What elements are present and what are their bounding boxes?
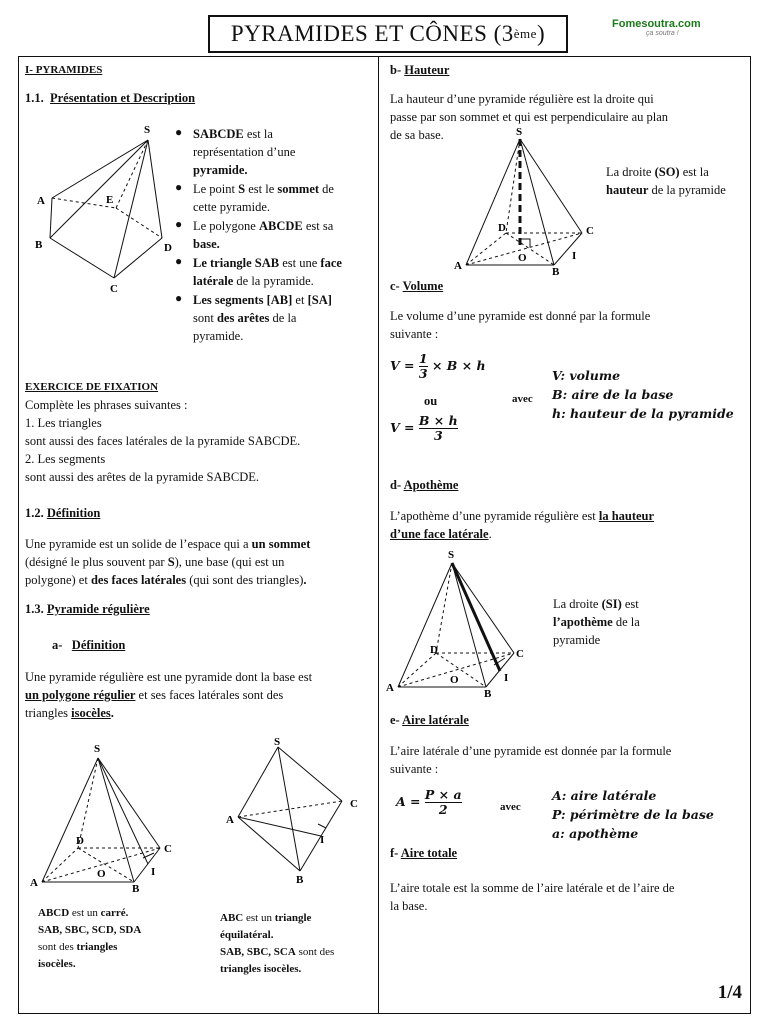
bullet-5-line-2: sont des arêtes de la xyxy=(193,311,297,325)
heading-apotheme: d- Apothème xyxy=(390,478,459,492)
figure-square-pyramid xyxy=(28,740,188,895)
fig5-label-o: O xyxy=(450,674,459,686)
figure-triangular-pyramid xyxy=(222,735,372,885)
fig3-label-i: I xyxy=(320,834,325,846)
hauteur-note-line-1: La droite (SO) est la xyxy=(606,165,709,179)
logo-tagline: ça soutra ! xyxy=(646,30,679,37)
title-text: PYRAMIDES ET CÔNES (3 xyxy=(230,21,514,46)
bullet-dot: ● xyxy=(175,125,183,139)
aire-laterale-line-1: L’aire latérale d’une pyramide est donnée par la formule xyxy=(390,744,672,758)
exercise-line-5: sont aussi des arêtes de la pyramide SABCDE. xyxy=(25,470,259,484)
heading-hauteur: b- Hauteur xyxy=(390,63,450,77)
hauteur-line-2: passe par son sommet et qui est perpendiculaire au plan xyxy=(390,110,669,124)
fraction: $\frac{P \times a}{2}$ xyxy=(424,787,462,817)
bullet-3-line-1: Le polygone ABCDE est sa xyxy=(193,219,334,233)
aire-totale-line-2: la base. xyxy=(390,899,428,913)
bullet-dot: ● xyxy=(175,180,183,194)
fig4-label-d: D xyxy=(498,222,506,234)
fig5-label-a: A xyxy=(386,682,394,694)
apotheme-line-2: d’une face latérale. xyxy=(390,527,492,541)
regular-def-line-1: Une pyramide régulière est une pyramide dont la base est xyxy=(25,670,313,684)
aire-laterale-formula: A = $\frac{P \times a}{2}$ xyxy=(396,787,462,817)
heading-1-2: 1.2. Définition xyxy=(25,506,101,520)
fig1-label-a: A xyxy=(37,195,45,207)
bullet-5-line-3: pyramide. xyxy=(193,329,244,343)
caption-triangular-pyramid: ABC est un triangle équilatéral. SAB, SBC, SCA sont des triangles isocèles. xyxy=(220,912,335,975)
title-close: ) xyxy=(536,21,546,46)
heading-1-1 xyxy=(25,89,195,107)
bullet-5-line-1: Les segments [AB] et [SA] xyxy=(193,293,332,307)
aire-laterale-legend: A: aire latérale P: périmètre de la base a: apothème xyxy=(552,788,714,841)
heading-aire-totale: f- Aire totale xyxy=(390,846,458,860)
exercise-line-2: 1. Les triangles xyxy=(25,416,102,430)
fig2-label-d: D xyxy=(76,835,84,847)
fig4-label-o: O xyxy=(518,252,527,264)
definition-line-1: Une pyramide est un solide de l’espace qui a un sommet xyxy=(25,537,311,551)
figure-pyramid-sabcde xyxy=(30,118,183,298)
fig5-label-i: I xyxy=(504,672,509,684)
heading-volume: c- Volume xyxy=(390,279,444,293)
definition-line-2: (désigné le plus souvent par S), une base (qui est un xyxy=(25,555,285,569)
volume-formula-2: V = $\frac{B \times h}{3}$ xyxy=(390,413,458,443)
aire-totale-line-1: L’aire totale est la somme de l’aire latérale et de l’aire de xyxy=(390,881,675,895)
apotheme-note-line-3: pyramide xyxy=(553,633,601,647)
fig1-label-s: S xyxy=(144,124,151,136)
apotheme-line-1: L’apothème d’une pyramide régulière est la hauteur xyxy=(390,509,655,523)
caption-square-pyramid: ABCD est un carré. SAB, SBC, SCD, SDA sont des triangles isocèles. xyxy=(38,907,142,970)
volume-line-2: suivante : xyxy=(390,327,439,341)
apotheme-note-line-1: La droite (SI) est xyxy=(553,597,639,611)
fig3-label-b: B xyxy=(296,874,304,885)
bullet-1-line-2: représentation d’une xyxy=(193,145,296,159)
fig3-label-c: C xyxy=(350,798,358,810)
bullet-4-line-2: latérale de la pyramide. xyxy=(193,274,314,288)
section-heading-pyramides xyxy=(25,61,102,79)
fig4-label-b: B xyxy=(552,266,560,275)
regular-def-line-2: un polygone régulier et ses faces latérales sont des xyxy=(25,688,284,702)
fig4-label-s: S xyxy=(516,126,523,138)
title-superscript: ème xyxy=(513,26,537,41)
volume-legend: V: volume B: aire de la base h: hauteur de la pyramide xyxy=(552,368,734,421)
bullet-2-line-2: cette pyramide. xyxy=(193,200,271,214)
page-title xyxy=(208,15,568,53)
bullet-1-line-3: pyramide. xyxy=(193,163,248,177)
volume-line-1: Le volume d’une pyramide est donné par la formule xyxy=(390,309,651,323)
bullet-dot: ● xyxy=(175,291,183,305)
regular-def-line-3: triangles isocèles. xyxy=(25,706,114,720)
fig5-label-d: D xyxy=(430,644,438,656)
heading-1-1-title: Présentation et Description xyxy=(50,91,196,105)
bullet-dot: ● xyxy=(175,217,183,231)
section-1-title: I- PYRAMIDES xyxy=(25,64,103,76)
volume-formula-1: V = $\frac{1}{3}$ × B × h xyxy=(390,351,486,381)
heading-1-3-a: a- Définition xyxy=(52,638,126,652)
aire-laterale-line-2: suivante : xyxy=(390,762,439,776)
fig2-label-b: B xyxy=(132,883,140,895)
fig1-label-e: E xyxy=(106,194,114,206)
fig2-label-i: I xyxy=(151,866,156,878)
site-logo xyxy=(612,18,701,37)
fig2-label-o: O xyxy=(97,868,106,880)
logo-text: Fomesoutra.com xyxy=(612,18,701,30)
fig4-label-a: A xyxy=(454,260,462,272)
heading-aire-laterale: e- Aire latérale xyxy=(390,713,469,727)
bullet-dot: ● xyxy=(175,254,183,268)
volume-avec: avec xyxy=(512,393,533,405)
exercise-line-1: Complète les phrases suivantes : xyxy=(25,398,188,412)
fig1-label-d: D xyxy=(164,242,172,254)
fig4-label-c: C xyxy=(586,225,594,237)
fig5-label-c: C xyxy=(516,648,524,660)
bullet-2-line-1: Le point S est le sommet de xyxy=(193,182,334,196)
fraction: $\frac{1}{3}$ xyxy=(418,351,428,381)
fraction: $\frac{B \times h}{3}$ xyxy=(418,413,458,443)
hauteur-line-1: La hauteur d’une pyramide régulière est la droite qui xyxy=(390,92,654,106)
apotheme-note-line-2: l’apothème de la xyxy=(553,615,640,629)
figure-pyramid-height xyxy=(452,125,600,275)
fig3-label-s: S xyxy=(274,736,281,748)
heading-1-1-num: 1.1. xyxy=(25,91,44,105)
fig1-label-b: B xyxy=(35,239,43,251)
fig4-label-i: I xyxy=(572,250,577,262)
fig5-label-b: B xyxy=(484,688,492,700)
fig2-label-s: S xyxy=(94,743,101,755)
column-divider xyxy=(378,56,379,1014)
hauteur-line-3: de sa base. xyxy=(390,128,444,142)
definition-line-3: polygone) et des faces latérales (qui sont des triangles). xyxy=(25,573,307,587)
bullet-4-line-1: Le triangle SAB est une face xyxy=(193,256,342,270)
aire-laterale-avec: avec xyxy=(500,801,521,813)
fig5-label-s: S xyxy=(448,549,455,561)
exercise-line-3: sont aussi des faces latérales de la pyramide SABCDE. xyxy=(25,434,301,448)
fig2-label-a: A xyxy=(30,877,38,889)
bullet-3-line-2: base. xyxy=(193,237,220,251)
fig2-label-c: C xyxy=(164,843,172,855)
page-number: 1/4 xyxy=(717,982,742,1003)
exercise-title: EXERCICE DE FIXATION xyxy=(25,381,159,393)
exercise-line-4: 2. Les segments xyxy=(25,452,106,466)
fig1-label-c: C xyxy=(110,283,118,295)
fig3-label-a: A xyxy=(226,814,234,826)
heading-1-3: 1.3. Pyramide régulière xyxy=(25,602,150,616)
hauteur-note-line-2: hauteur de la pyramide xyxy=(606,183,726,197)
bullet-1-line-1: SABCDE est la xyxy=(193,127,273,141)
volume-or: ou xyxy=(424,394,438,408)
figure-pyramid-apotheme xyxy=(384,545,534,700)
